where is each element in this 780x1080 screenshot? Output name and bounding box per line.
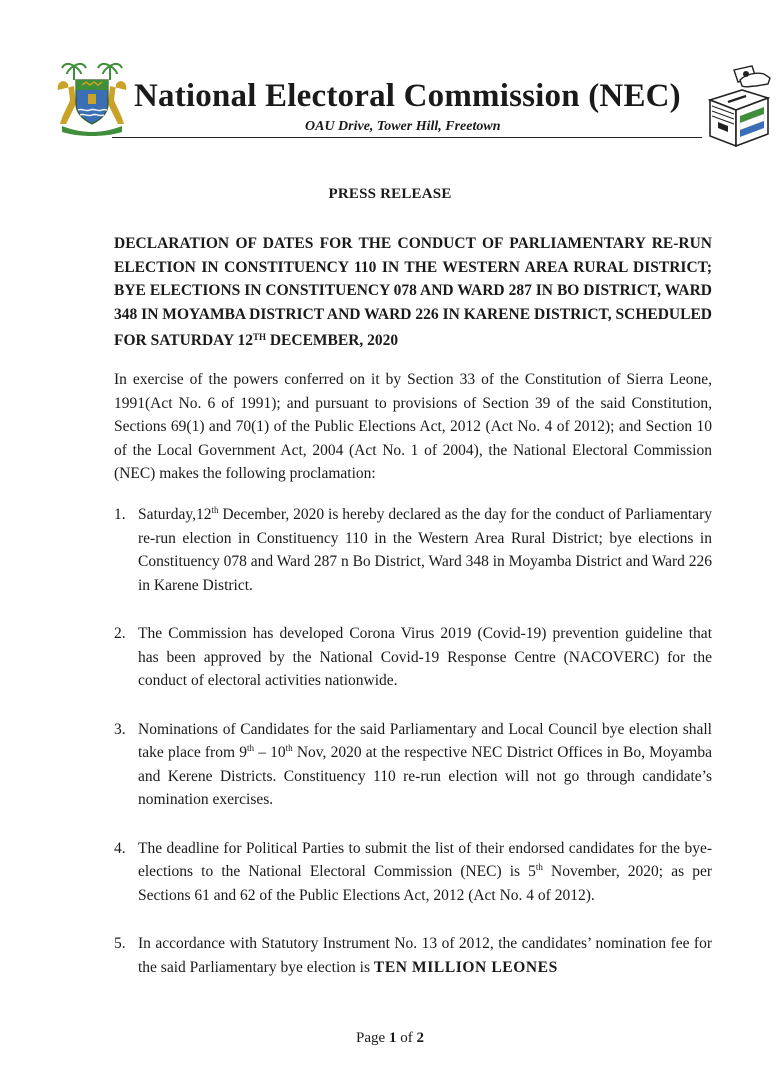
header-divider [112, 137, 702, 138]
list-item-2: 2. The Commission has developed Corona Virus 2019 (Covid-19) prevention guideline that has been approved by the National Covid-19 Response Centre (NACOVERC) for the conduct of electoral activities nationwide. [114, 622, 712, 693]
list-item-4: 4. The deadline for Political Parties to submit the list of their endorsed candidates for the bye-elections to the National Electoral Commission (NEC) is 5th November, 2020; as per Sections 61 and 62 of the Public Elections Act, 2012 (Act No. 4 of 2012). [114, 837, 712, 908]
list-number: 3. [114, 720, 126, 738]
coat-of-arms-icon [52, 60, 132, 136]
ballot-box-logo-icon [706, 64, 772, 150]
list-item-5: 5. In accordance with Statutory Instrument No. 13 of 2012, the candidates’ nomination fee for the said Parliamentary bye election is TEN MILLION LEONES [114, 932, 712, 979]
list-item-3: 3. Nominations of Candidates for the said Parliamentary and Local Council bye election shall take place from 9th – 10th Nov, 2020 at the respective NEC District Offices in Bo, Moyamba and Kerene Districts. Constituency 110 re-run election will not go through candidate’s nomination exercises. [114, 718, 712, 812]
list-number: 2. [114, 625, 126, 642]
list-number: 5. [114, 935, 126, 952]
press-release-label: PRESS RELEASE [328, 186, 452, 202]
intro-paragraph: In exercise of the powers conferred on it by Section 33 of the Constitution of Sierra Leone, 1991(Act No. 6 of 1991); and pursuant to provisions of Section 39 of the said Constitution, Sections 69(1) and 70(1) of the Public Elections Act, 2012 (Act No. 4 of 2012); and Section 10 of the Local Government Act, 2004 (Act No. 1 of 2004), the National Electoral Commission (NEC) makes the following proclamation: [114, 371, 712, 482]
proclamation-list [114, 503, 712, 979]
organization-address: OAU Drive, Tower Hill, Freetown [305, 119, 501, 134]
list-number: 1. [114, 506, 126, 523]
list-item-1: 1. Saturday,12th December, 2020 is hereby declared as the day for the conduct of Parliamentary re-run election in Constituency 110 in the Western Area Rural District; bye elections in Constituency 078 and Ward 287 n Bo District, Ward 348 in Moyamba District and Ward 226 in Karene District. [114, 505, 712, 594]
list-number: 4. [114, 839, 126, 857]
organization-name: National Electoral Commission (NEC) [134, 78, 681, 114]
release-title: DECLARATION OF DATES FOR THE CONDUCT OF PARLIAMENTARY RE-RUN ELECTION IN CONSTITUENCY 110 IN THE WESTERN AREA RURAL DISTRICT; BYE ELECTIONS IN CONSTITUENCY 078 AND WARD 287 IN BO DISTRICT, WARD 348 IN MOYAMBA DISTRICT AND WARD 226 IN KARENE DISTRICT, SCHEDULED FOR SATURDAY 12TH DECEMBER, 2020 [114, 235, 712, 349]
page-number: Page 1 of 2 [356, 1030, 424, 1046]
